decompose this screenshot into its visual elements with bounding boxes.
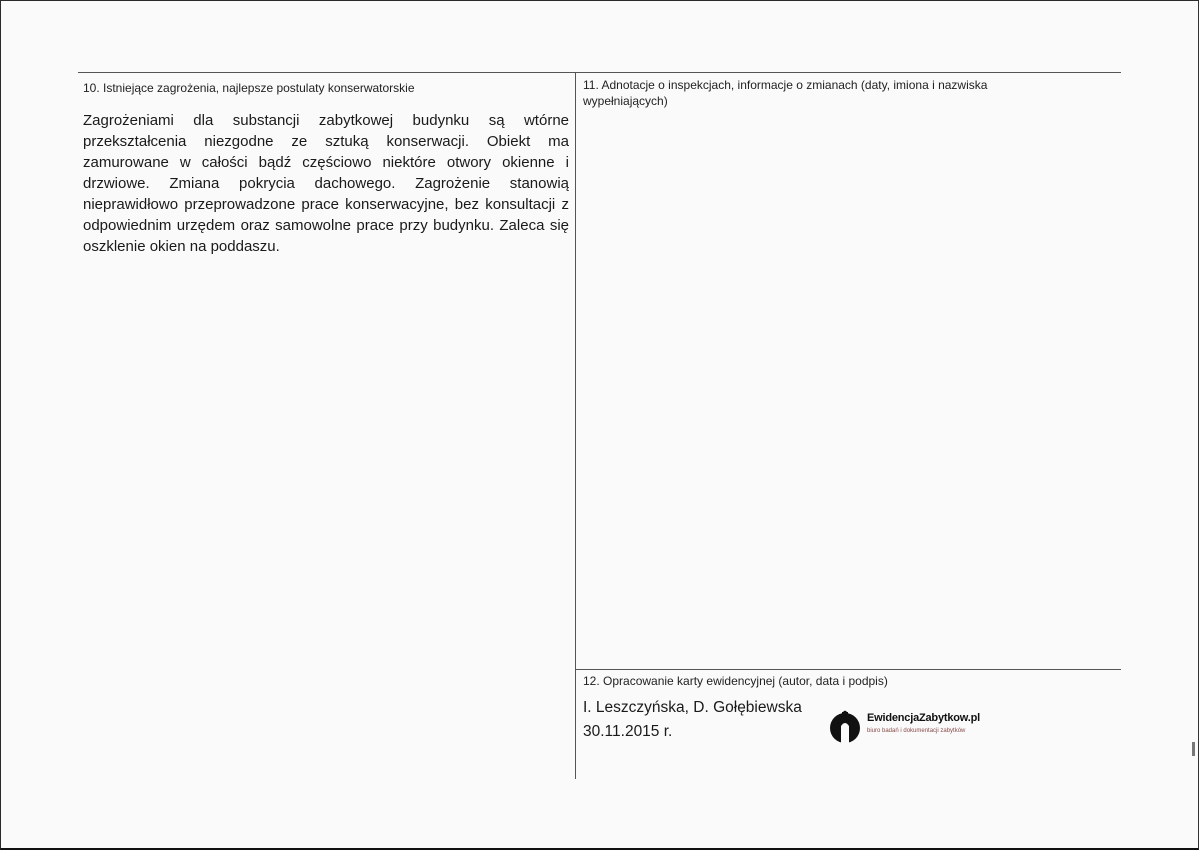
section-10-text: Zagrożeniami dla substancji zabytkowej budynku są wtórne przekształcenia niezgodne ze sztuką konserwacji. Obiekt ma zamurowane w całości bądź częściowo niektóre otwory okienne i drzwiowe. Zmiana pokrycia dachowego. Zagrożenie stanowią nieprawidłowo przeprowadzone prace konserwacyjne, bez konsultacji z odpowiednim urzędem oraz samowolne prace przy budynku. Zaleca się oszklenie okien na poddaszu. bbox=[83, 112, 569, 255]
card-date: 30.11.2015 r. bbox=[583, 723, 673, 740]
logo-subtitle: biuro badań i dokumentacji zabytków bbox=[867, 728, 966, 734]
scan-edge-mark bbox=[1192, 742, 1195, 756]
section-10-heading: 10. Istniejące zagrożenia, najlepsze postulaty konserwatorskie bbox=[83, 81, 415, 95]
section-11-heading: 11. Adnotacje o inspekcjach, informacje o zmianach (daty, imiona i nazwiska wypełniających) bbox=[583, 78, 988, 108]
ewidencja-logo bbox=[829, 710, 999, 744]
author-names: I. Leszczyńska, D. Gołębiewska bbox=[583, 699, 802, 716]
monument-keyhole-icon bbox=[829, 710, 861, 744]
section-12-rule bbox=[576, 669, 1121, 670]
column-divider bbox=[575, 72, 576, 779]
logo-title: EwidencjaZabytkow.pl bbox=[867, 712, 980, 724]
top-rule bbox=[78, 72, 1121, 73]
section-12-heading: 12. Opracowanie karty ewidencyjnej (autor, data i podpis) bbox=[583, 674, 888, 688]
